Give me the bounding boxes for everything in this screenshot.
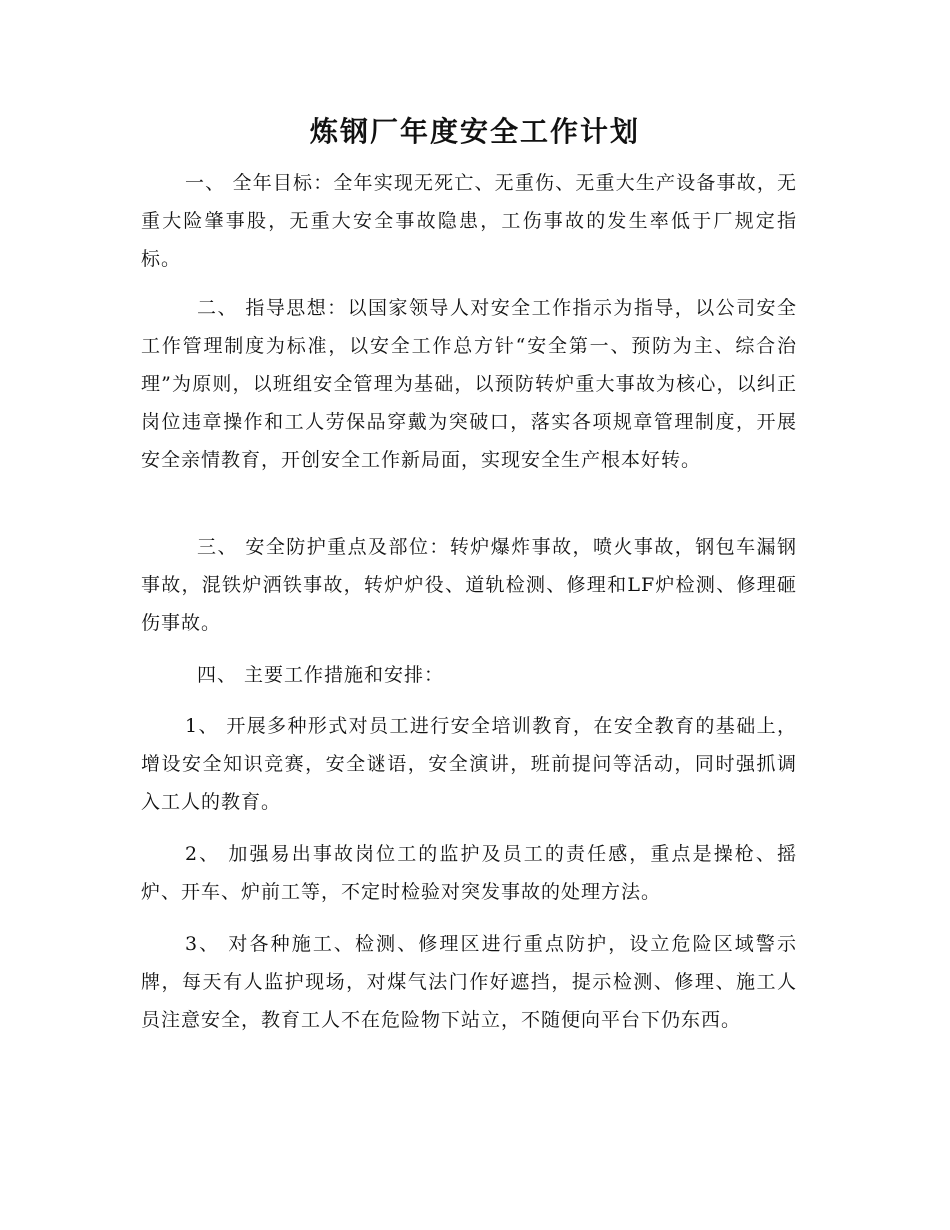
paragraph-main-measures-heading: 四、 主要工作措施和安排：	[197, 664, 445, 686]
paragraph-measure-1: 1、 开展多种形式对员工进行安全培训教育，在安全教育的基础上，增设安全知识竞赛，安全谜语，安全演讲，班前提问等活动，同时强抓调入工人的教育。	[141, 715, 797, 813]
paragraph-measure-3: 3、 对各种施工、检测、修理区进行重点防护，设立危险区域警示牌，每天有人监护现场，对煤气法门作好遮挡，提示检测、修理、施工人员注意安全，教育工人不在危险物下站立，不随便向平台下仍东西。	[141, 933, 797, 1031]
paragraph-protection-focus: 三、 安全防护重点及部位：转炉爆炸事故，喷火事故，钢包车漏钢事故，混铁炉洒铁事故，转炉炉役、道轨检测、修理和LF炉检测、修理砸伤事故。	[141, 536, 797, 634]
paragraph-measure-2: 2、 加强易出事故岗位工的监护及员工的责任感，重点是操枪、摇炉、开车、炉前工等，不定时检验对突发事故的处理方法。	[141, 843, 797, 903]
paragraph-annual-goal: 一、 全年目标：全年实现无死亡、无重伤、无重大生产设备事故，无重大险肇事股，无重大安全事故隐患，工伤事故的发生率低于厂规定指标。	[141, 172, 797, 270]
paragraph-guiding-ideology: 二、 指导思想：以国家领导人对安全工作指示为指导，以公司安全工作管理制度为标准，以安全工作总方针“安全第一、预防为主、综合治理”为原则，以班组安全管理为基础，以预防转炉重大事故为核心，以纠正岗位违章操作和工人劳保品穿戴为突破口，落实各项规章管理制度，开展安全亲情教育，开创安全工作新局面，实现安全生产根本好转。	[141, 297, 797, 471]
document-title: 炼钢厂年度安全工作计划	[309, 115, 640, 148]
